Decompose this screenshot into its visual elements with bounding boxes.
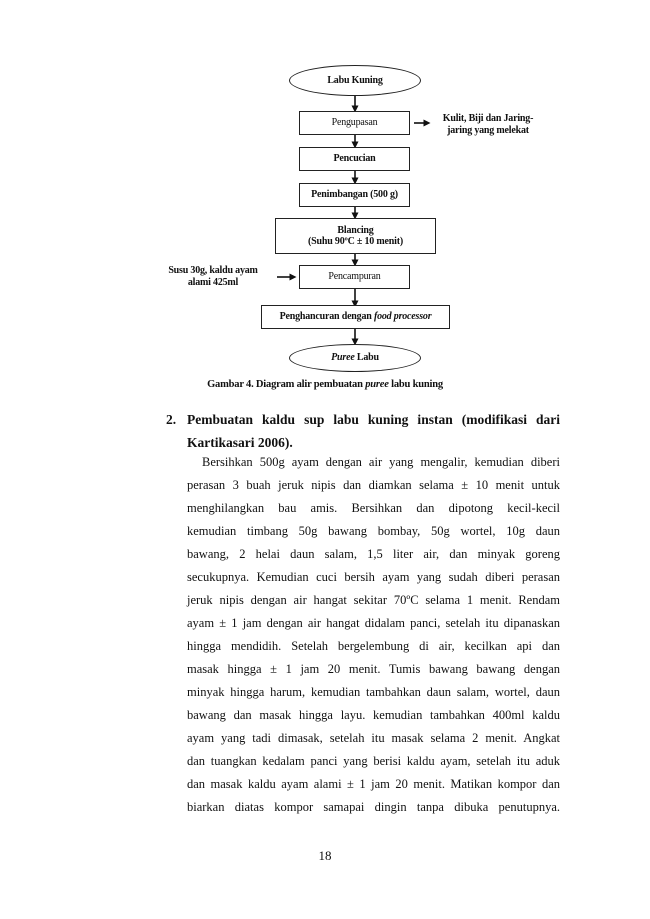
body-line: masak hingga ± 1 jam 20 menit. Tumis bawang bawang dengan (187, 662, 560, 676)
step-pencucian-label: Pencucian (333, 153, 376, 165)
body-line: jeruk nipis dengan air hangat sekitar 70ºC selama 1 menit. Rendam (187, 593, 560, 607)
flowchart-end-node (289, 344, 421, 372)
step-blancing-line2: (Suhu 90ºC ± 10 menit) (308, 236, 403, 247)
step-penghancuran (261, 305, 450, 329)
body-line: kemudian timbang 50g bawang bombay, 50g wortel, 10g daun (187, 524, 560, 538)
end-label (331, 352, 379, 364)
body-line: ayam yang tadi dimasak, setelah itu masak selama 2 menit. Angkat (187, 731, 560, 745)
caption-italic: puree (365, 379, 389, 390)
end-label-italic: Puree (331, 352, 355, 364)
flowchart-start-node (289, 65, 421, 96)
waste-note-line2: jaring yang melekat (447, 125, 529, 136)
end-label-rest: Labu (354, 352, 379, 364)
step-penghancuran-prefix: Penghancuran dengan (279, 311, 374, 323)
caption-prefix: Gambar 4. Diagram alir pembuatan (207, 379, 366, 390)
body-line: bawang dan masak hingga layu. kemudian tambahkan 400ml kaldu (187, 708, 560, 722)
body-line: secukupnya. Kemudian cuci bersih ayam yang sudah diberi perasan (187, 570, 560, 584)
step-blancing-line1: Blancing (337, 224, 374, 236)
section-title-line2: Kartikasari 2006). (187, 435, 293, 450)
caption-suffix: labu kuning (388, 379, 443, 390)
step-pengupasan-label: Pengupasan (331, 117, 378, 129)
body-line: ayam ± 1 jam dengan air hangat didalam panci, setelah itu dipanaskan (187, 616, 560, 630)
step-penghancuran-label (280, 311, 432, 323)
page-number: 18 (318, 848, 332, 863)
step-pencampuran-label: Pencampuran (328, 271, 381, 283)
body-line: minyak hingga harum, kemudian tambahkan daun salam, wortel, daun (187, 685, 560, 699)
input-note-line1: Susu 30g, kaldu ayam (168, 265, 258, 276)
body-line: Bersihkan 500g ayam dengan air yang mengalir, kemudian diberi (202, 455, 560, 469)
waste-note-line1: Kulit, Biji dan Jaring- (442, 113, 534, 124)
step-penghancuran-italic: food processor (373, 311, 432, 323)
body-line: dan tuangkan kedalam panci yang berisi kaldu ayam, setelah itu aduk (187, 754, 560, 768)
start-label: Labu Kuning (327, 74, 383, 86)
body-line: dan masak kaldu ayam alami ± 1 jam 20 menit. Matikan kompor dan (187, 777, 560, 791)
body-line: hingga mendidih. Setelah bergelembung di air, kecilkan api dan (187, 639, 560, 653)
input-note-line2: alami 425ml (187, 277, 239, 288)
section-title-line1: Pembuatan kaldu sup labu kuning instan (modifikasi dari (187, 412, 560, 427)
step-blancing (275, 218, 436, 254)
step-penimbangan-label: Penimbangan (500 g) (311, 189, 398, 201)
step-pengupasan (299, 111, 410, 135)
step-pencucian (299, 147, 410, 171)
step-penimbangan (299, 183, 410, 207)
figure-caption (0, 379, 650, 390)
body-line: biarkan diatas kompor samapai dingin tanpa dibuka penutupnya. (187, 800, 560, 814)
body-line: bawang, 2 helai daun salam, 1,5 liter air, dan minyak goreng (187, 547, 560, 561)
section-number: 2. (166, 412, 177, 427)
body-line: menghilangkan bau amis. Bersihkan dan dipotong kecil-kecil (187, 501, 560, 515)
step-pencampuran (299, 265, 410, 289)
body-line: perasan 3 buah jeruk nipis dan diamkan selama ± 10 menit untuk (187, 478, 560, 492)
input-note (158, 265, 268, 289)
waste-note (428, 113, 548, 137)
